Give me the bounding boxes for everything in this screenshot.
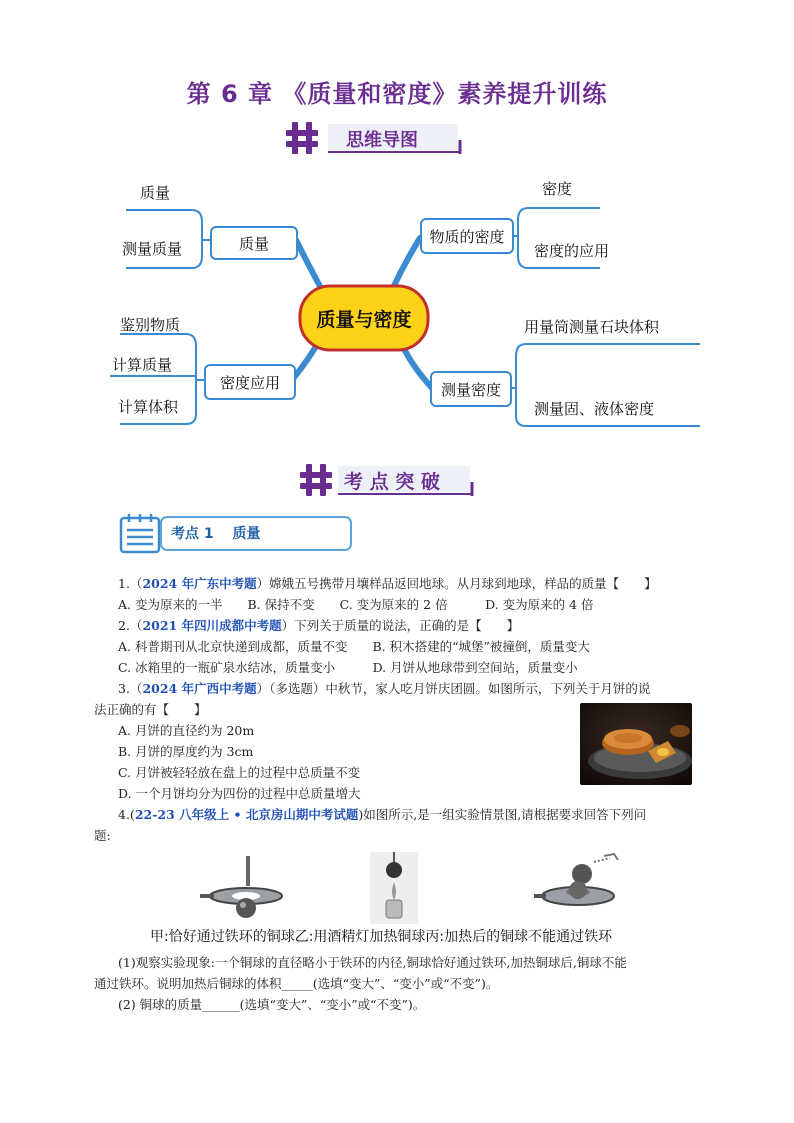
q2-options-ab: A. 科普期刊从北京快递到成都，质量不变 B. 积木搭建的“城堡”被撞倒，质量变大 — [118, 639, 590, 654]
q4-sub1-line2: 通过铁环。说明加热后铜球的体积_____(选填“变大”、“变小”或“不变”)。 — [94, 976, 499, 991]
experiment-image-jia — [196, 852, 286, 924]
leaf-density-application: 密度的应用 — [534, 242, 610, 260]
kaodian-label: 考点 1 质量 — [171, 526, 261, 542]
leaf-identify-substance: 鉴别物质 — [120, 316, 181, 334]
q3-text-continued: 法正确的有【 】 — [94, 702, 207, 717]
leaf-measure-mass: 测量质量 — [122, 240, 183, 258]
q1-options: A. 变为原来的一半 B. 保持不变 C. 变为原来的 2 倍 D. 变为原来的 4 倍 — [118, 597, 594, 612]
q4-number: 4.( — [118, 807, 135, 822]
question-3 — [118, 679, 650, 699]
leaf-measure-stone-volume: 用量筒测量石块体积 — [524, 318, 660, 336]
q4-source: 22-23 八年级上 • 北京房山期中考试题 — [134, 807, 359, 822]
q4-text-continued: 题: — [94, 828, 111, 843]
mindmap — [110, 168, 710, 438]
q4-sub2: (2) 铜球的质量______(选填“变大”、“变小”或“不变”)。 — [118, 997, 426, 1012]
question-1 — [118, 574, 657, 594]
q4-text: )如图所示,是一组实验情景图,请根据要求回答下列问 — [358, 807, 647, 822]
q1-number: 1.（ — [118, 576, 143, 591]
experiment-image-yi — [370, 852, 418, 924]
node-measure-density: 测量密度 — [430, 371, 512, 407]
breakthrough-banner — [298, 460, 478, 500]
q3-text: ）（多选题）中秋节，家人吃月饼庆团圆。如图所示，下列关于月饼的说 — [256, 681, 651, 696]
q1-source: 2024 年广东中考题 — [142, 576, 257, 591]
mindmap-center: 质量与密度 — [316, 308, 412, 331]
hash-icon — [286, 122, 318, 154]
kaodian-box — [119, 514, 353, 552]
mindmap-banner-text: 思维导图 — [346, 130, 418, 151]
alcohol-lamp-illustration — [370, 852, 418, 924]
experiment-caption: 甲:恰好通过铁环的铜球乙:用酒精灯加热铜球丙:加热后的铜球不能通过铁环 — [150, 929, 613, 945]
mooncake-image — [580, 703, 692, 785]
q4-sub1-line1: (1)观察实验现象:一个铜球的直径略小于铁环的内径,铜球恰好通过铁环,加热铜球后,铜球不能 — [118, 955, 627, 970]
ball-stuck-ring-illustration — [534, 852, 624, 924]
leaf-measure-solid-liquid-density: 测量固、液体密度 — [534, 400, 655, 418]
leaf-calc-volume: 计算体积 — [118, 398, 179, 416]
leaf-density: 密度 — [542, 180, 573, 198]
node-mass: 质量 — [210, 226, 298, 260]
hash-icon — [300, 464, 332, 496]
page-title: 第 6 章 《质量和密度》素养提升训练 — [186, 80, 608, 108]
breakthrough-banner-text: 考 点 突 破 — [344, 471, 440, 493]
node-density-application: 密度应用 — [204, 364, 296, 400]
node-density-of-matter: 物质的密度 — [420, 218, 514, 254]
q3-option-b: B. 月饼的厚度约为 3cm — [118, 744, 254, 759]
leaf-mass: 质量 — [140, 184, 171, 202]
q3-source: 2024 年广西中考题 — [142, 681, 257, 696]
experiment-image-bing — [534, 852, 624, 924]
q3-option-c: C. 月饼被轻轻放在盘上的过程中总质量不变 — [118, 765, 361, 780]
leaf-calc-mass: 计算质量 — [112, 356, 173, 374]
q1-text: ）嫦娥五号携带月壤样品返回地球。从月球到地球，样品的质量【 】 — [256, 576, 657, 591]
question-4 — [118, 805, 646, 825]
q2-text: ）下列关于质量的说法，正确的是【 】 — [281, 618, 520, 633]
mindmap-banner — [284, 118, 468, 158]
q3-option-d: D. 一个月饼均分为四份的过程中总质量增大 — [118, 786, 361, 801]
q3-number: 3.（ — [118, 681, 143, 696]
q2-number: 2.（ — [118, 618, 143, 633]
mooncake-illustration — [580, 703, 692, 785]
q2-source: 2021 年四川成都中考题 — [142, 618, 282, 633]
calendar-icon — [121, 514, 159, 552]
question-2 — [118, 616, 519, 636]
q2-options-cd: C. 冰箱里的一瓶矿泉水结冰，质量变小 D. 月饼从地球带到空间站，质量变小 — [118, 660, 578, 675]
q3-option-a: A. 月饼的直径约为 20m — [118, 723, 255, 738]
ball-through-ring-illustration — [196, 852, 286, 924]
